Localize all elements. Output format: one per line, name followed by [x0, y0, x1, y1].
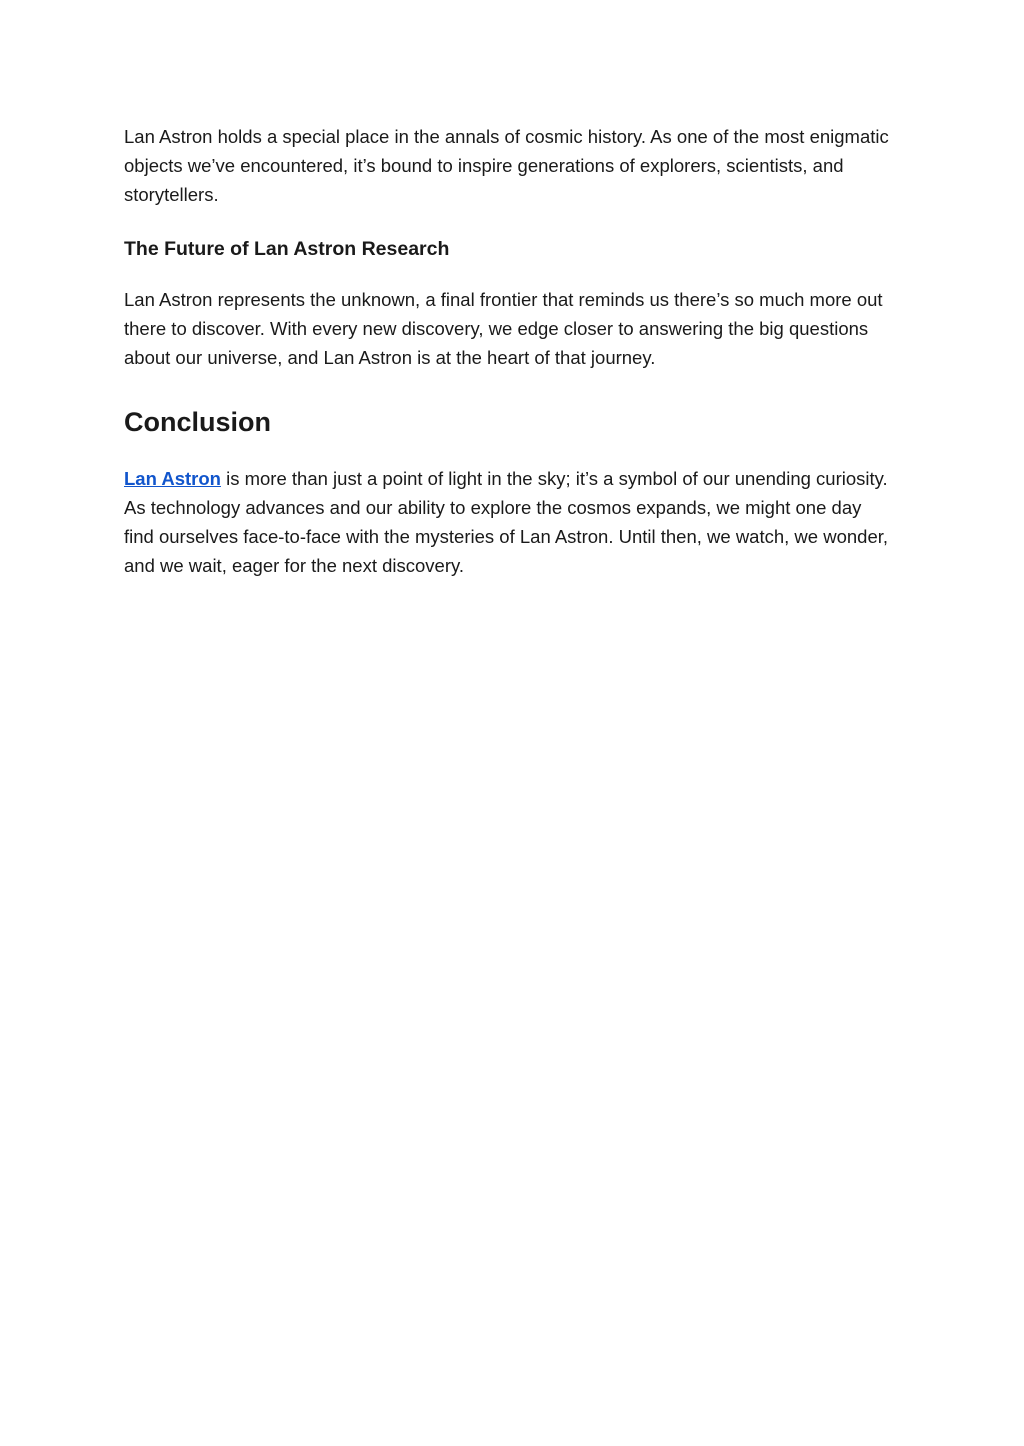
- conclusion-paragraph-text: is more than just a point of light in the sky; it’s a symbol of our unending curiosity. As technology advances and our ability to explore the cosmos expands, we might one day find ourselves face-to-face with the mysteries of Lan Astron. Until then, we watch, we wonder, and we wait, eager for the next discovery.: [124, 468, 889, 576]
- intro-paragraph: Lan Astron holds a special place in the annals of cosmic history. As one of the most enigmatic objects we’ve encountered, it’s bound to inspire generations of explorers, scientists, and storytellers.: [124, 126, 889, 205]
- section-heading-future-research: The Future of Lan Astron Research: [124, 238, 450, 260]
- section-heading-conclusion: Conclusion: [124, 407, 271, 437]
- conclusion-paragraph: [124, 464, 894, 580]
- lan-astron-link[interactable]: Lan Astron: [124, 468, 221, 489]
- future-research-paragraph: Lan Astron represents the unknown, a final frontier that reminds us there’s so much more out there to discover. With every new discovery, we edge closer to answering the big questions about our universe, and Lan Astron is at the heart of that journey.: [124, 289, 883, 368]
